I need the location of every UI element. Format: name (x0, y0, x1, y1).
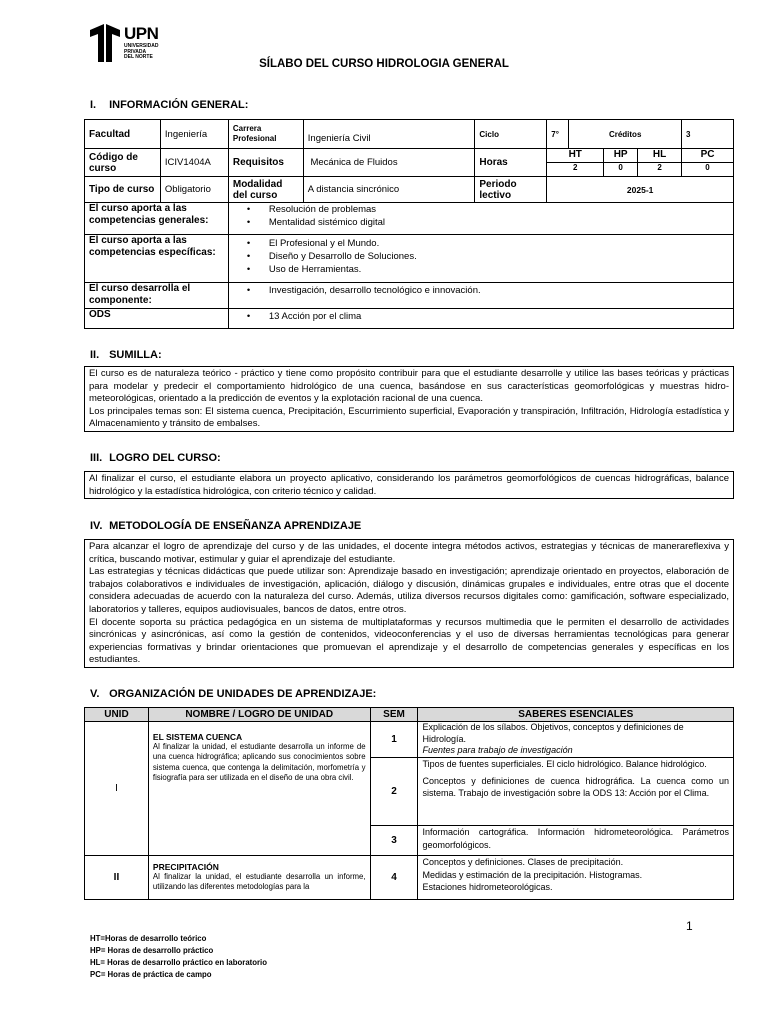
legend-item: HP= Horas de desarrollo práctico (90, 946, 214, 955)
legend-item: HL= Horas de desarrollo práctico en laboratorio (90, 958, 267, 967)
page-number: 1 (686, 919, 693, 933)
creditos-value: 3 (682, 120, 734, 149)
week-content: Conceptos y definiciones. Clases de precipitación. Medidas y estimación de la precipitación. Histogramas. Estaciones hidrometeorológicas. (418, 856, 734, 900)
modalidad-value: A distancia sincrónico (303, 177, 475, 203)
units-header-sem: SEM (370, 708, 418, 722)
ods-label: ODS (85, 309, 229, 329)
hours-header-hl: HL (638, 149, 682, 163)
week-content: Información cartográfica. Información hidrometeorológica. Parámetros geomorfológicos. (418, 826, 734, 856)
carrera-label: Carrera Profesional (228, 120, 303, 149)
logo-subtitle: UNIVERSIDAD PRIVADA DEL NORTE (124, 43, 159, 60)
hours-value-pc: 0 (682, 163, 734, 177)
creditos-label: Créditos (569, 120, 682, 149)
section-heading-metodologia: IV. METODOLOGÍA DE ENSEÑANZA APRENDIZAJE (90, 520, 362, 532)
legend-item: HT=Horas de desarrollo teórico (90, 934, 207, 943)
logro-text: Al finalizar el curso, el estudiante elabora un proyecto aplicativo, considerando los parámetros geomorfológicos de cuencas hidrográficas, balance hidrológico y la estadística hidrológica, con criterio técnico y calidad. (89, 473, 729, 497)
info-table (84, 119, 734, 329)
ciclo-label: Ciclo (475, 120, 547, 149)
unit-description (148, 856, 370, 900)
componente-label: El curso desarrolla el componente: (85, 283, 229, 309)
componente-item: • Investigación, desarrollo tecnológico e innovación. (269, 284, 729, 297)
requisitos-value: Mecánica de Fluidos (303, 149, 475, 177)
tipo-value: Obligatorio (160, 177, 228, 203)
upn-logo-icon (90, 24, 122, 62)
comp-esp-item: • Uso de Herramientas. (269, 263, 729, 276)
ods-item: • 13 Acción por el clima (269, 310, 729, 323)
hours-legend (90, 933, 267, 981)
hours-header-hp: HP (604, 149, 638, 163)
comp-gen-label: El curso aporta a las competencias generales: (85, 203, 229, 235)
metodologia-paragraph: El docente soporta su práctica pedagógica en un sistema de multiplataformas y recursos multimedia que le permiten el desarrollo de actividades sincrónicas y asincrónicas, así como la gestión de contenidos, videoconferencias y el uso de diversas herramientas tecnológicas para generar experiencias formativas y brindar orientaciones que promuevan el aprendizaje y el desarrollo de competencias generales y específicas en los estudiantes. (89, 616, 729, 666)
hours-value-hl: 2 (638, 163, 682, 177)
units-header-unid: UNID (85, 708, 149, 722)
unit-logro: Al finalizar la unidad, el estudiante desarrolla un informe de una cuenca hidrográfica; aplicando sus conocimientos sobre sistema cuenca, que contenga la delimitación, morfometría y fisiografía para ser utilizada en el diseño de una obra civil. (152, 742, 366, 782)
metodologia-box (84, 539, 734, 668)
componente-list (228, 283, 733, 309)
units-header-saberes: SABERES ESENCIALES (418, 708, 734, 722)
periodo-value: 2025-1 (547, 177, 734, 203)
section-heading-info: I. INFORMACIÓN GENERAL: (90, 99, 249, 111)
section-heading-unidades: V. ORGANIZACIÓN DE UNIDADES DE APRENDIZAJE: (90, 688, 377, 700)
hours-header-pc: PC (682, 149, 734, 163)
metodologia-paragraph: Las estrategias y técnicas didácticas que puede utilizar son: Aprendizaje basado en investigación; aprendizaje orientado en proyectos, elaboración de trabajos colaborativos e individuales de investigación, aplicación, diálogo y discusión, dinámicas grupales e individuales, entre otras que el docente considera adecuadas de acuerdo con la naturaleza del curso. Además, utiliza diversos recursos digitales como: gamificación, software especializado, laboratorios y talleres, equipos audiovisuales, bancos de datos, entre otros. (89, 566, 729, 615)
comp-gen-list (228, 203, 733, 235)
unit-name: EL SISTEMA CUENCA (152, 732, 243, 742)
hours-value-hp: 0 (604, 163, 638, 177)
comp-esp-label: El curso aporta a las competencias específicas: (85, 235, 229, 283)
unit-description (148, 722, 370, 856)
week-number: 3 (370, 826, 418, 856)
sumilla-box (84, 366, 734, 432)
periodo-label: Periodo lectivo (475, 177, 547, 203)
units-table (84, 707, 734, 900)
carrera-value: Ingeniería Civil (303, 120, 475, 149)
comp-esp-item: • El Profesional y el Mundo. (269, 237, 729, 250)
ciclo-value: 7° (547, 120, 569, 149)
unit-number: II (85, 856, 149, 900)
facultad-label: Facultad (85, 120, 161, 149)
unit-number: I (85, 722, 149, 856)
week-number: 2 (370, 758, 418, 826)
units-header-nombre: NOMBRE / LOGRO DE UNIDAD (148, 708, 370, 722)
codigo-value: ICIV1404A (160, 149, 228, 177)
comp-esp-list (228, 235, 733, 283)
requisitos-label: Requisitos (228, 149, 303, 177)
week-content: Tipos de fuentes superficiales. El ciclo hidrológico. Balance hidrológico. Conceptos y definiciones de cuenca hidrográfica. La cuenca como un sistema. Trabajo de investigación sobre la ODS 13: Acción por el Clima. (418, 758, 734, 826)
section-heading-logro: III. LOGRO DEL CURSO: (90, 452, 221, 464)
comp-esp-item: • Diseño y Desarrollo de Soluciones. (269, 250, 729, 263)
comp-gen-item: • Resolución de problemas (269, 203, 729, 216)
tipo-label: Tipo de curso (85, 177, 161, 203)
sumilla-paragraph: El curso es de naturaleza teórico - práctico y tiene como propósito contribuir para que el estudiante desarrolle y utilice las bases teóricas y prácticas para modelar y predecir el comportamiento hidrológico de una cuenca, basándose en sus características geomorfológicas y muestras hidro-meteorológicas, orientado a la predicción de eventos y la explotación racional de una cuenca. (89, 368, 729, 405)
hours-header-ht: HT (547, 149, 604, 163)
week-number: 1 (370, 722, 418, 758)
logo-name: UPN (124, 24, 159, 43)
modalidad-label: Modalidad del curso (228, 177, 303, 203)
unit-name: PRECIPITACIÓN (152, 862, 219, 872)
document-title: SÍLABO DEL CURSO HIDROLOGIA GENERAL (259, 58, 509, 70)
horas-label: Horas (475, 149, 547, 177)
codigo-label: Código de curso (85, 149, 161, 177)
logro-box (84, 471, 734, 499)
unit-logro: Al finalizar la unidad, el estudiante desarrolla un informe, utilizando las diferentes metodologías para la (152, 872, 366, 892)
week-content: Explicación de los sílabos. Objetivos, conceptos y definiciones de Hidrología. Fuentes para trabajo de investigación (418, 722, 734, 758)
week-number: 4 (370, 856, 418, 900)
facultad-value: Ingeniería (160, 120, 228, 149)
sumilla-paragraph: Los principales temas son: El sistema cuenca, Precipitación, Escurrimiento superficial, Evaporación y transpiración, Infiltración, Hidrología estadística y Almacenamiento y tránsito de embalses. (89, 405, 729, 430)
section-heading-sumilla: II. SUMILLA: (90, 349, 162, 361)
legend-item: PC= Horas de práctica de campo (90, 970, 212, 979)
comp-gen-item: • Mentalidad sistémico digital (269, 216, 729, 229)
hours-value-ht: 2 (547, 163, 604, 177)
ods-list (228, 309, 733, 329)
metodologia-paragraph: Para alcanzar el logro de aprendizaje del curso y de las unidades, el docente integra métodos activos, estrategias y técnicas de manerareflexiva y crítica, buscando motivar, estimular y guiar el aprendizaje del estudiante. (89, 541, 729, 565)
